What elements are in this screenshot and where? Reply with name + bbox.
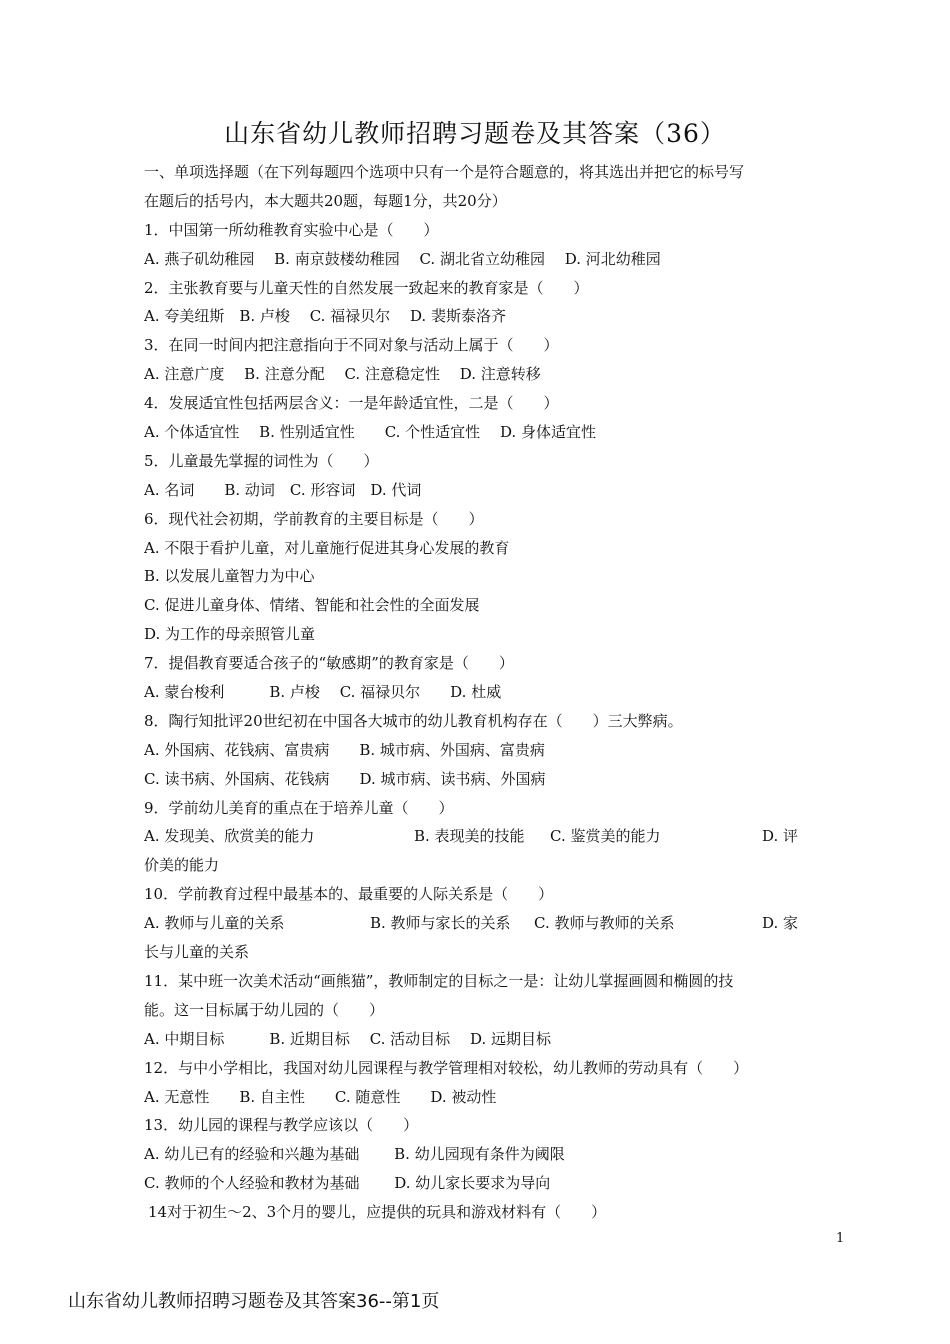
text-line: 8．陶行知批评20世纪初在中国各大城市的幼儿教育机构存在（ ）三大弊病。 (144, 711, 683, 730)
text-line: A. 蒙台梭利 B. 卢梭 C. 福禄贝尔 D. 杜威 (144, 683, 502, 702)
text-line: C. 读书病、外国病、花钱病 D. 城市病、读书病、外国病 (144, 769, 546, 788)
text-line: 7．提倡教育要适合孩子的“敏感期”的教育家是（ ） (144, 654, 514, 673)
text-line: 14对于初生～2、3个月的婴儿，应提供的玩具和游戏材料有（ ） (148, 1203, 607, 1222)
text-line: 一、单项选择题（在下列每题四个选项中只有一个是符合题意的，将其选出并把它的标号写 (144, 163, 745, 181)
option-a: A. 教师与儿童的关系 (144, 914, 285, 933)
option-d: D. 评 (762, 827, 799, 846)
text-line: 在题后的括号内，本大题共20题，每题1分，共20分） (144, 191, 507, 210)
text-line: A. 注意广度 B. 注意分配 C. 注意稳定性 D. 注意转移 (144, 365, 541, 384)
option-c: C. 鉴赏美的能力 (550, 827, 661, 846)
page-number: 1 (836, 1231, 845, 1246)
text-line: 11．某中班一次美术活动“画熊猫”，教师制定的目标之一是：让幼儿掌握画圆和椭圆的技 (144, 971, 734, 990)
text-line: 13．幼儿园的课程与教学应该以（ ） (144, 1116, 419, 1135)
text-line: D. 为工作的母亲照管儿童 (144, 625, 316, 644)
text-line: A. 不限于看护儿童，对儿童施行促进其身心发展的教育 (144, 538, 510, 557)
text-line: 能。这一目标属于幼儿园的（ ） (144, 1000, 385, 1019)
text-line: C. 促进儿童身体、情绪、智能和社会性的全面发展 (144, 596, 480, 615)
text-line: A. 燕子矶幼稚园 B. 南京鼓楼幼稚园 C. 湖北省立幼稚园 D. 河北幼稚园 (144, 249, 661, 268)
question-9-continuation: 价美的能力 (144, 856, 220, 875)
text-line: C. 教师的个人经验和教材为基础 D. 幼儿家长要求为导向 (144, 1174, 551, 1193)
question-10-continuation: 长与儿童的关系 (144, 943, 250, 962)
text-line: A. 个体适宜性 B. 性别适宜性 C. 个性适宜性 D. 身体适宜性 (144, 423, 596, 442)
option-c: C. 教师与教师的关系 (534, 914, 675, 933)
option-b: B. 教师与家长的关系 (370, 914, 511, 933)
document-title: 山东省幼儿教师招聘习题卷及其答案（36） (224, 119, 726, 148)
text-line: A. 幼儿已有的经验和兴趣为基础 B. 幼儿园现有条件为阈限 (144, 1145, 565, 1164)
text-line: 4．发展适宜性包括两层含义：一是年龄适宜性，二是（ ） (144, 394, 559, 413)
text-line: A. 中期目标 B. 近期目标 C. 活动目标 D. 远期目标 (144, 1029, 551, 1048)
text-line: 3．在同一时间内把注意指向于不同对象与活动上属于（ ） (144, 336, 559, 355)
option-d: D. 家 (762, 914, 799, 933)
document-body (144, 158, 809, 1227)
option-a: A. 发现美、欣赏美的能力 (144, 827, 315, 846)
text-line: A. 名词 B. 动词 C. 形容词 D. 代词 (144, 480, 422, 499)
question-10-options (144, 909, 809, 938)
text-line: 2．主张教育要与儿童天性的自然发展一致起来的教育家是（ ） (144, 278, 589, 297)
text-line: 12．与中小学相比，我国对幼儿园课程与教学管理相对较松，幼儿教师的劳动具有（ ） (144, 1058, 749, 1077)
footer-caption: 山东省幼儿教师招聘习题卷及其答案36--第1页 (68, 1291, 440, 1312)
text-line: A. 夸美纽斯 B. 卢梭 C. 福禄贝尔 D. 裴斯泰洛齐 (144, 307, 506, 326)
question-10: 10．学前教育过程中最基本的、最重要的人际关系是（ ） (144, 885, 554, 904)
text-line: A. 无意性 B. 自主性 C. 随意性 D. 被动性 (144, 1087, 497, 1106)
text-line: A. 外国病、花钱病、富贵病 B. 城市病、外国病、富贵病 (144, 740, 545, 759)
question-9: 9．学前幼儿美育的重点在于培养儿童（ ） (144, 798, 454, 817)
question-9-options (144, 822, 809, 851)
text-line: 6．现代社会初期，学前教育的主要目标是（ ） (144, 509, 484, 528)
option-b: B. 表现美的技能 (414, 827, 525, 846)
text-line: 5．儿童最先掌握的词性为（ ） (144, 451, 379, 470)
text-line: 1．中国第一所幼稚教育实验中心是（ ） (144, 220, 439, 239)
text-line: B. 以发展儿童智力为中心 (144, 567, 315, 586)
